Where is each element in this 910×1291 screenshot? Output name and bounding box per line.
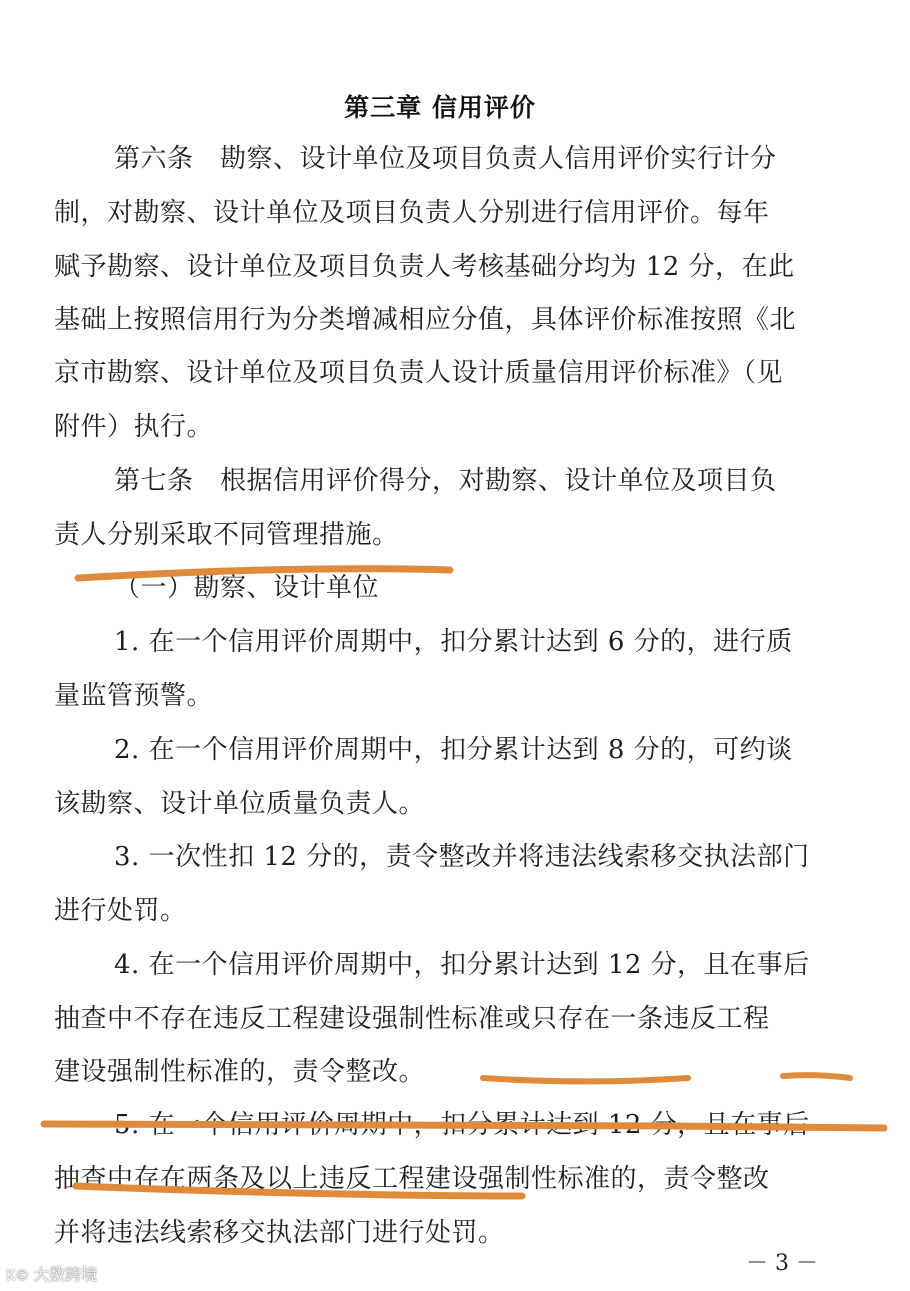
list-item-continuation: 进行处罚。	[54, 896, 187, 926]
underline-item5-line2	[44, 1124, 884, 1128]
list-item: 5. 在一个信用评价周期中，扣分累计达到 12 分，且在事后	[114, 1110, 810, 1140]
section-heading: （一）勘察、设计单位	[114, 573, 380, 603]
list-item-continuation: 建设强制性标准的，责令整改。	[54, 1057, 426, 1087]
list-item-continuation: 该勘察、设计单位质量负责人。	[54, 789, 426, 819]
watermark	[6, 1262, 97, 1285]
list-item: 3. 一次性扣 12 分的，责令整改并将违法线索移交执法部门	[114, 842, 810, 872]
list-item-continuation: 并将违法线索移交执法部门进行处罚。	[54, 1218, 505, 1248]
paragraph-line: 第六条 勘察、设计单位及项目负责人信用评价实行计分	[114, 144, 777, 174]
list-item: 1. 在一个信用评价周期中，扣分累计达到 6 分的，进行质	[114, 627, 793, 657]
paragraph-line: 责人分别采取不同管理措施。	[54, 520, 399, 550]
list-item: 2. 在一个信用评价周期中，扣分累计达到 8 分的，可约谈	[114, 735, 793, 765]
list-item-continuation: 量监管预警。	[54, 681, 214, 711]
underline-section-heading	[78, 569, 450, 578]
paragraph-line: 第七条 根据信用评价得分，对勘察、设计单位及项目负	[114, 466, 777, 496]
list-item-continuation: 抽查中存在两条及以上违反工程建设强制性标准的，责令整改	[54, 1164, 770, 1194]
paragraph-line: 制，对勘察、设计单位及项目负责人分别进行信用评价。每年	[54, 198, 770, 228]
watermark-text: 大数跨境	[33, 1265, 98, 1284]
list-item-continuation: 抽查中不存在违反工程建设强制性标准或只存在一条违反工程	[54, 1004, 770, 1034]
chapter-title: 第三章 信用评价	[344, 93, 536, 122]
watermark-logo-icon: K©	[6, 1268, 30, 1284]
paragraph-line: 京市勘察、设计单位及项目负责人设计质量信用评价标准》（见	[54, 358, 784, 388]
paragraph-line: 附件）执行。	[54, 412, 214, 442]
underline-item5-partial-b	[783, 1075, 850, 1078]
paragraph-line: 基础上按照信用行为分类增减相应分值，具体评价标准按照《北	[54, 305, 797, 335]
paragraph-line: 赋予勘察、设计单位及项目负责人考核基础分均为 12 分，在此	[54, 252, 795, 282]
list-item: 4. 在一个信用评价周期中，扣分累计达到 12 分，且在事后	[114, 950, 810, 980]
underline-item5-line3	[76, 1186, 522, 1196]
underline-item5-partial-a	[483, 1078, 688, 1081]
page-number: － 3 －	[746, 1251, 818, 1276]
